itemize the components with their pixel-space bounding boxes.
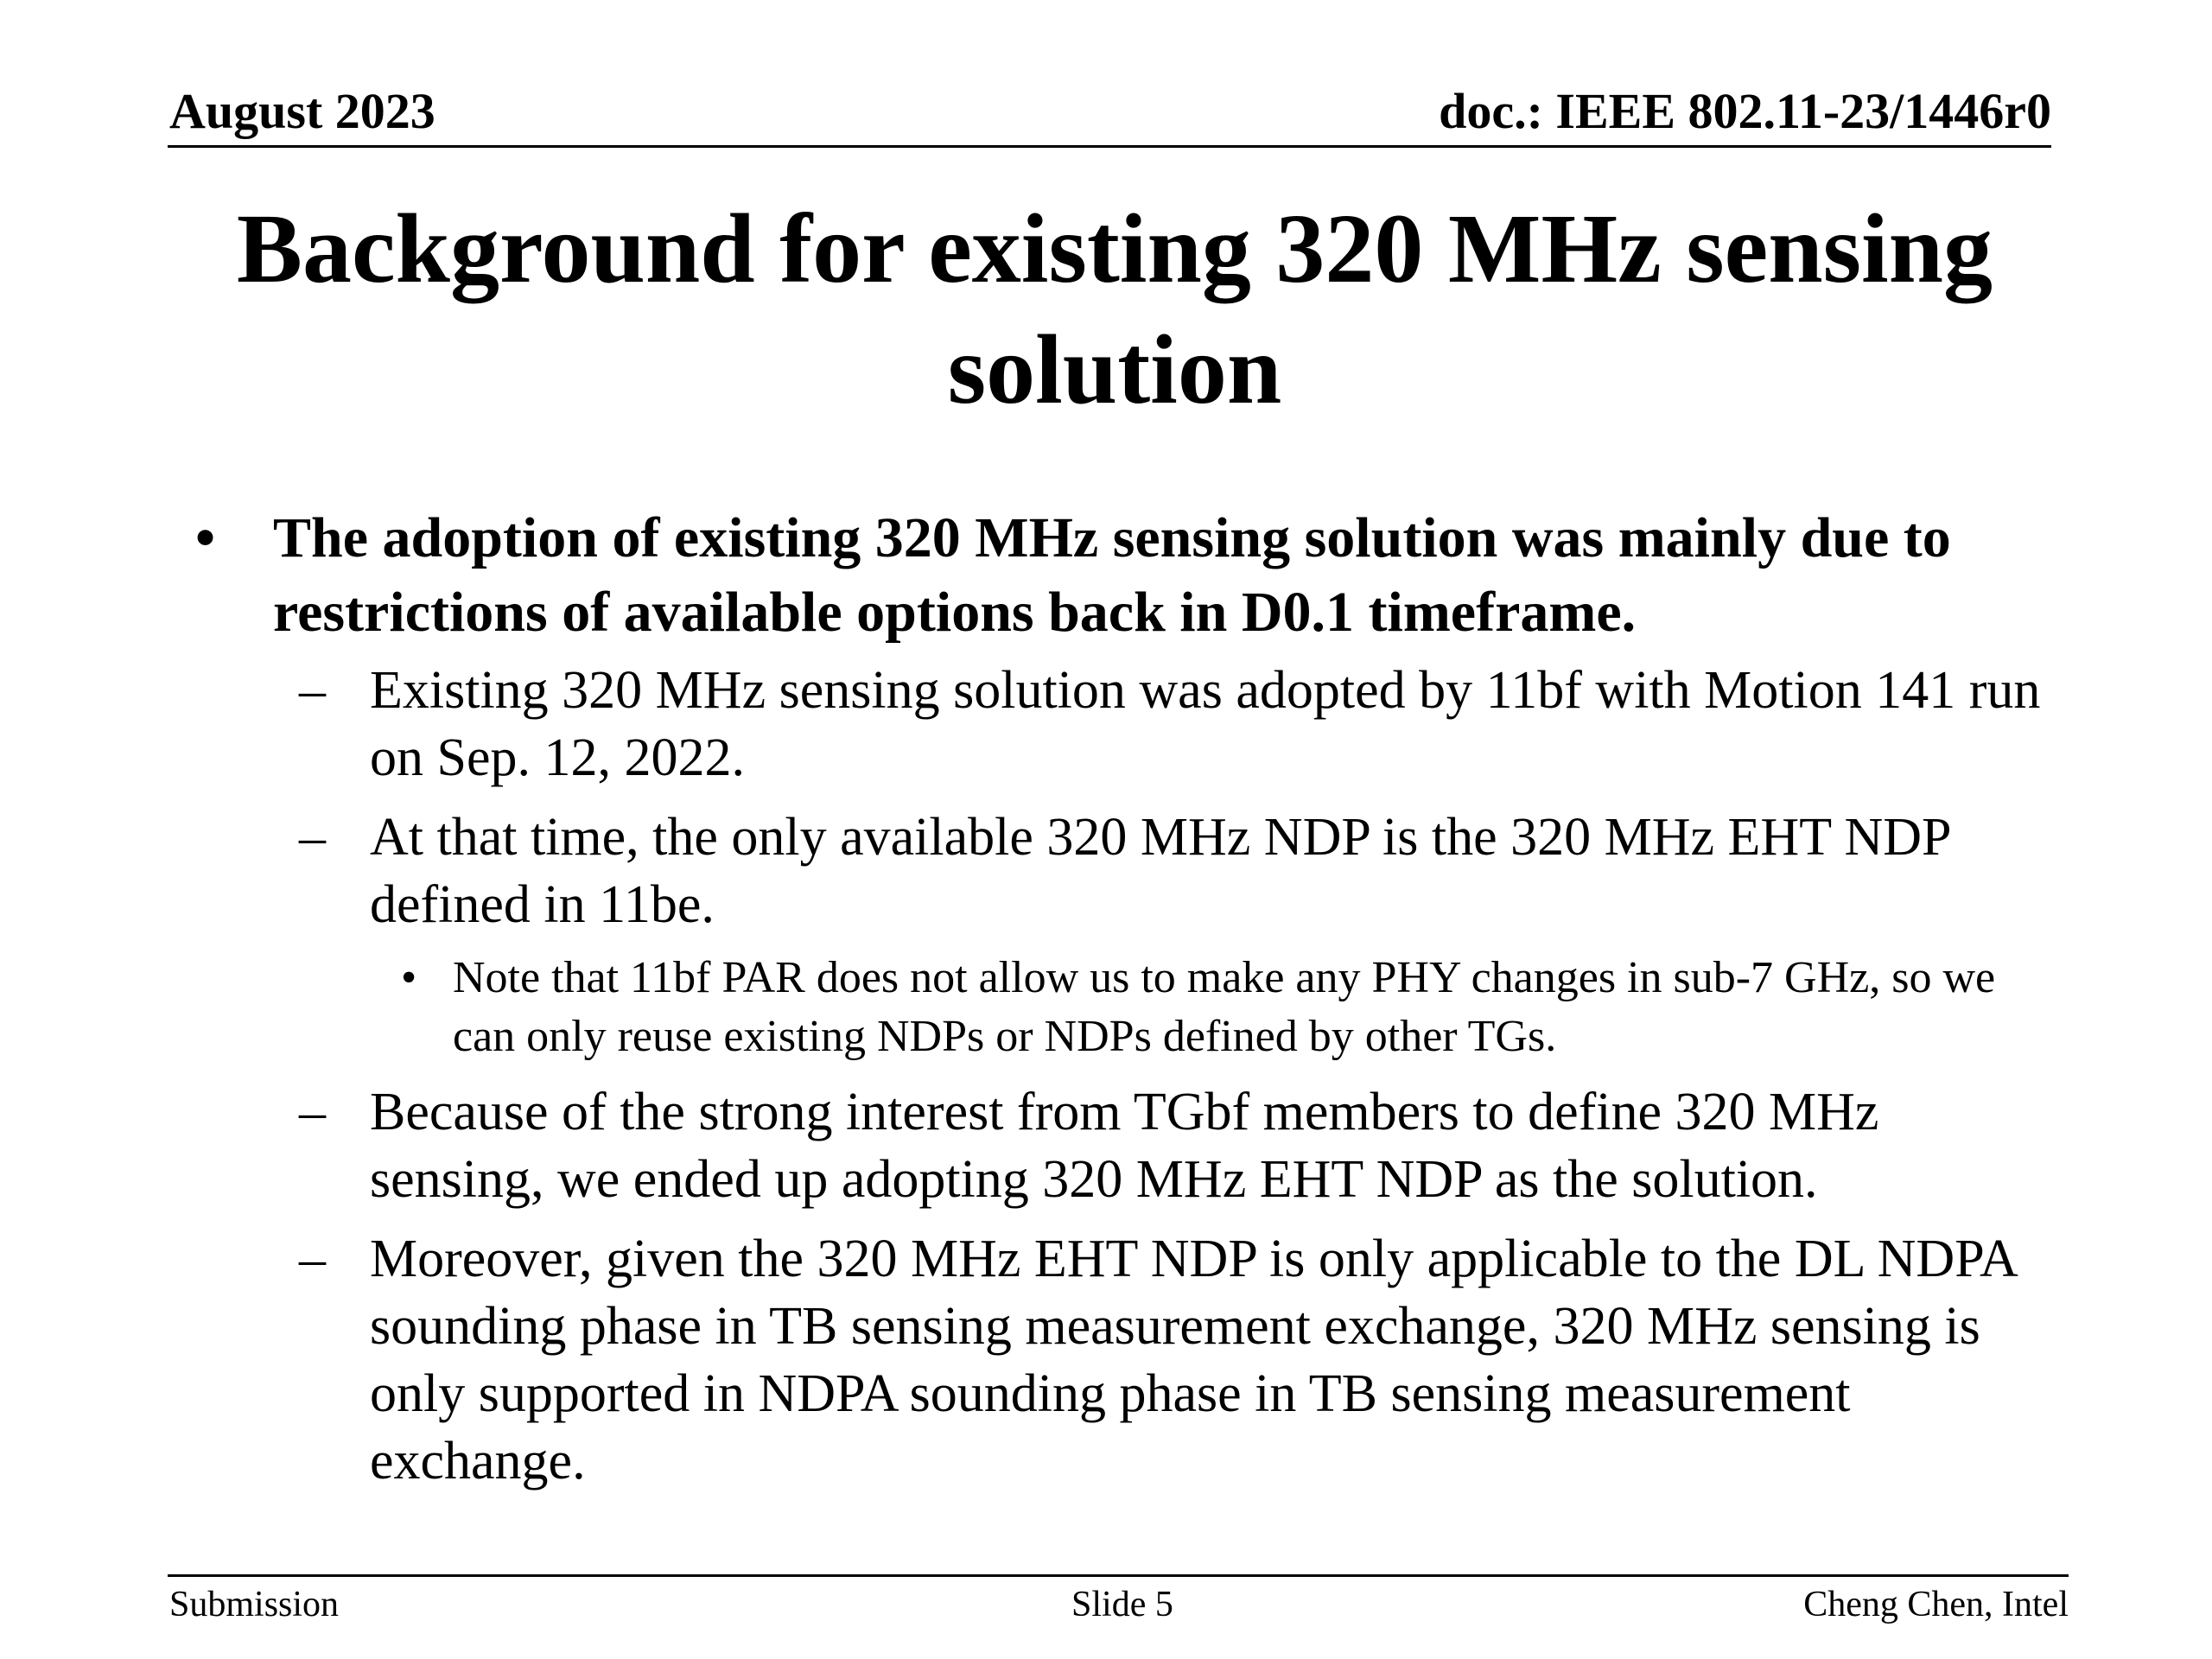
dash-marker: – (299, 808, 326, 867)
footer-slide-number: Slide 5 (1071, 1585, 1173, 1624)
sub-bullet-text: Moreover, given the 320 MHz EHT NDP is only applicable to the DL NDPA sounding phase in TB sensing measurement exchange, 320 MHz sensing is only supported in NDPA sounding phase in TB sensing measurement exchange. (370, 1230, 2016, 1491)
bullet-marker: • (195, 506, 216, 569)
sub-bullet-item (0, 657, 2046, 791)
bullet-item (0, 501, 2036, 650)
sub-sub-bullet-item (0, 949, 2051, 1066)
dash-marker: – (299, 661, 326, 720)
sub-bullet-item (0, 1225, 2046, 1495)
sub-bullet-text: At that time, the only available 320 MHz NDP is the 320 MHz EHT NDP defined in 11be. (370, 808, 1950, 934)
slide-title-line-2: solution (947, 315, 1282, 424)
dash-marker: – (299, 1230, 326, 1288)
sub-sub-bullet-text: Note that 11bf PAR does not allow us to make any PHY changes in sub-7 GHz, so we can only reuse existing NDPs or NDPs defined by other TGs. (453, 953, 1996, 1061)
sub-bullet-item (0, 804, 2046, 938)
sub-bullet-item (0, 1078, 2046, 1213)
header-doc-number: doc.: IEEE 802.11-23/1446r0 (1439, 83, 2051, 139)
bullet-text: The adoption of existing 320 MHz sensing solution was mainly due to restrictions of available options back in D0.1 timeframe. (273, 506, 1951, 644)
bullet-marker: • (401, 953, 417, 1002)
slide-body (0, 501, 2212, 1495)
footer-submission: Submission (169, 1585, 340, 1624)
footer-author: Cheng Chen, Intel (1803, 1585, 2069, 1624)
slide-title (173, 188, 2056, 430)
sub-bullet-text: Because of the strong interest from TGbf members to define 320 MHz sensing, we ended up adopting 320 MHz EHT NDP as the solution. (370, 1083, 1879, 1209)
sub-bullet-text: Existing 320 MHz sensing solution was adopted by 11bf with Motion 141 run on Sep. 12, 2022. (370, 661, 2041, 787)
header-date: August 2023 (169, 83, 435, 139)
slide-title-line-1: Background for existing 320 MHz sensing (236, 194, 1993, 303)
header-divider (168, 145, 2051, 148)
footer-divider (168, 1574, 2069, 1577)
dash-marker: – (299, 1083, 326, 1141)
